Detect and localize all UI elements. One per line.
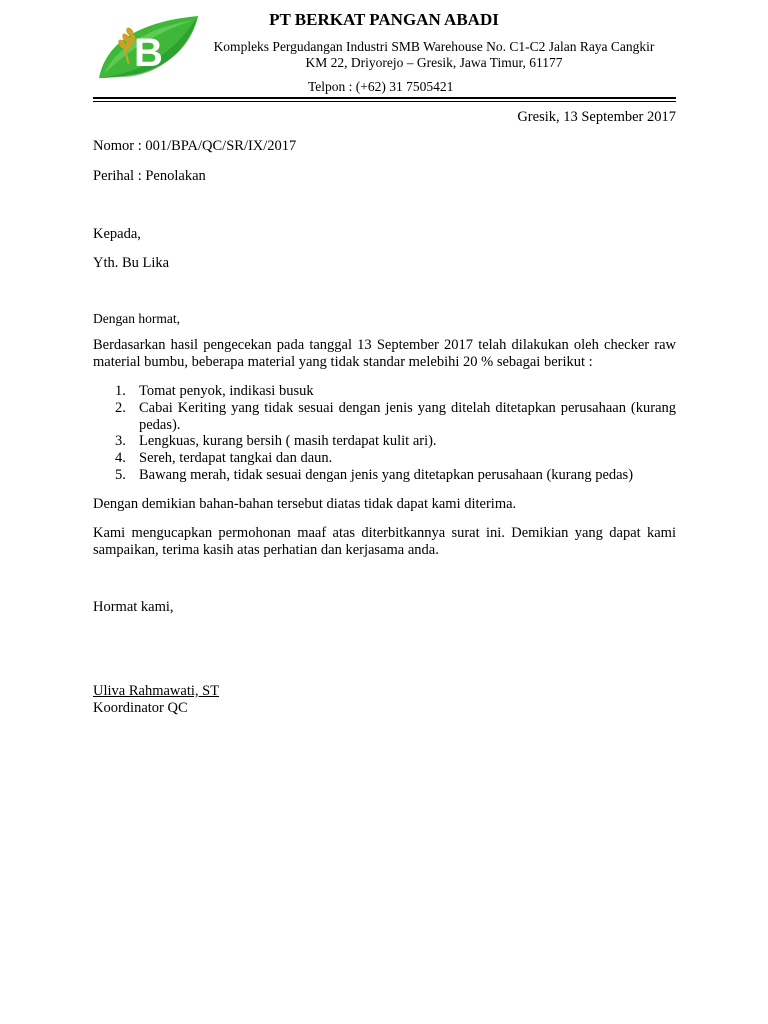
closing-paragraph: Kami mengucapkan permohonan maaf atas diterbitkannya surat ini. Demikian yang dapat kami sampaikan, terima kasih atas perhatian dan kerjasama anda.	[93, 525, 676, 558]
list-item	[93, 383, 676, 400]
recipient-label: Kepada,	[93, 226, 141, 242]
list-item-number: 1.	[115, 383, 126, 399]
logo-letter: B	[134, 31, 163, 75]
list-item	[93, 467, 676, 484]
company-address-line-1: Kompleks Pergudangan Industri SMB Warehouse No. C1-C2 Jalan Raya Cangkir	[213, 39, 655, 54]
letterhead-divider-thick	[93, 97, 676, 99]
list-item	[93, 433, 676, 450]
list-item	[93, 450, 676, 467]
list-item-text: Tomat penyok, indikasi busuk	[139, 383, 314, 399]
place-date: Gresik, 13 September 2017	[517, 109, 676, 125]
list-item	[93, 400, 676, 434]
list-item-number: 4.	[115, 450, 126, 467]
company-phone: Telpon : (+62) 31 7505421	[308, 79, 454, 94]
signer-title: Koordinator QC	[93, 700, 188, 716]
letter-subject: Perihal : Penolakan	[93, 168, 206, 184]
list-item-text: Sereh, terdapat tangkai dan daun.	[139, 450, 333, 467]
conclusion-paragraph: Dengan demikian bahan-bahan tersebut diatas tidak dapat kami diterima.	[93, 496, 517, 512]
company-logo	[96, 14, 200, 82]
letter-number: Nomor : 001/BPA/QC/SR/IX/2017	[93, 138, 297, 154]
list-item-number: 5.	[115, 466, 126, 483]
intro-paragraph: Berdasarkan hasil pengecekan pada tanggal 13 September 2017 telah dilakukan oleh checker raw material bumbu, beberapa material yang tidak standar melebihi 20 % sebagai berikut :	[93, 337, 676, 370]
signer-name: Uliva Rahmawati, ST	[93, 683, 220, 699]
list-item-text: Lengkuas, kurang bersih ( masih terdapat kulit ari).	[139, 433, 437, 450]
list-item-number: 3.	[115, 433, 126, 450]
regards: Hormat kami,	[93, 599, 174, 615]
greeting: Dengan hormat,	[93, 311, 180, 326]
company-address-line-2: KM 22, Driyorejo – Gresik, Jawa Timur, 61177	[305, 55, 563, 70]
company-name: PT BERKAT PANGAN ABADI	[269, 10, 499, 29]
list-item-text: Bawang merah, tidak sesuai dengan jenis yang ditetapkan perusahaan (kurang pedas)	[139, 466, 634, 483]
letterhead-divider-thin	[93, 101, 676, 102]
rejected-materials-list	[93, 383, 676, 484]
list-item-number: 2.	[115, 399, 126, 416]
list-item-text: Cabai Keriting yang tidak sesuai dengan jenis yang ditelah ditetapkan perusahaan (kurang pedas).	[139, 399, 676, 433]
recipient-name: Yth. Bu Lika	[93, 255, 170, 271]
signer-name-line	[93, 683, 676, 700]
